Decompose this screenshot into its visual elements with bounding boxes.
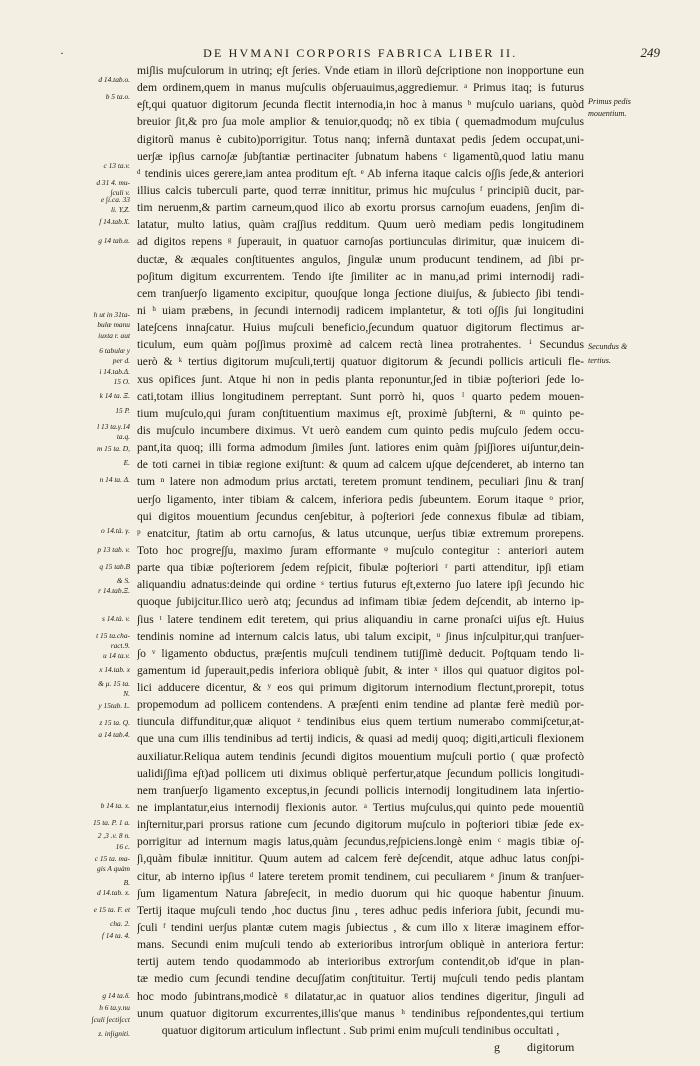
margin-note-left: u 14 ta.v. [103,651,130,661]
text-line: lici adducere dicentur, & ʸ eos qui primum digitorum internodium flectunt,prorepit, totus [137,681,584,695]
margin-note-left: iuxta r. aut [98,330,130,340]
margin-note-left: E. [123,457,130,467]
margin-note-left: cha. 2. [110,918,130,928]
margin-note-left: f 14 ta. 4. [101,930,130,940]
margin-note-left: b 14 ta. x. [100,800,130,810]
text-line: uer∫æ ip∫ius carno∫æ ∫ub∫tantiæ pertinaciter ∫ubnatum habens ᶜ ligamentũ,quod latiu manu [137,149,584,163]
margin-note-left: c 15 ta. ma- [94,853,130,863]
margin-note-left: i 14.tab.Δ. [99,366,130,376]
catchword-line [470,1040,574,1055]
margin-note-left: ract.9. [110,641,130,651]
text-line: dem ordinem,quem in manus mu∫culis ob∫eruauimus,aggrediemur. ᵃ Primus itaq; is futurus [137,81,584,95]
text-line: pant,ita quoq; illi forma admodum ∫imiles ∫unt. latiores enim quàm ∫pi∫∫iores ui∫untur,dein- [137,441,584,455]
margin-note-left: 6 tabulæ y [99,346,130,356]
running-header [60,45,660,61]
text-line: late∫cens inna∫catur. Huius mu∫culi beneficio,∫ecundum quatuor digitorum flectimus ar- [137,321,584,335]
text-line: tium mu∫culo,qui ∫uram con∫tituentium maximus e∫t, proximè ∫ub∫terni, & ᵐ quinto pe- [137,406,584,420]
margin-note-left: z. in∫igniti. [98,1028,130,1038]
margin-note-right: Primus pedis [588,96,631,106]
margin-note-left: g 14 tab.α. [98,236,130,246]
text-line: gamentum id ∫uperauit,pedis inferiora obliquè ∫ubit, & inter ˣ illos qui quatuor digitos pol- [137,663,584,677]
text-line: uer∫o ligamento, inter tibiam & calcem, inferiora pedis ∫ubeuntem. Eorum itaque ᵒ prior, [137,492,584,506]
catchword: digitorum [527,1040,575,1054]
margin-note-left: ∫culi ∫ecti∫cct [91,1014,130,1024]
text-line: tim neruenm,& partim carneum,quod ilico ab exortu prorsus carno∫um euadens, ∫en∫im di- [137,201,584,215]
margin-note-left: b 5 ta.o. [105,92,130,102]
margin-note-left: z 15 ta. Q. [99,718,130,728]
margin-note-left: n 14 ta. Δ. [99,474,130,484]
margin-note-left: g 14 ta.δ. [102,990,130,1000]
text-line: ualidi∫∫ima e∫t)ad pollicem uti diximus obliquè perfertur,atque ∫ecundum pollicis longitudi- [137,766,584,780]
margin-note-left: 15 P. [115,406,130,416]
text-line: auxiliatur.Reliqua autem tendinis ∫ecundi digitos mouentium mu∫culi portio ( quæ profectò [137,749,584,763]
text-line: parte qua tibiæ po∫teriorem ∫edem re∫picit, fibulæ po∫teriori ʳ parti attenditur, ip∫i etiam [137,561,584,575]
margin-note-left: li. Y,Z. [110,205,130,215]
margin-note-left: d 14.tab.o. [98,75,130,85]
text-line: ne implantatur,eius internodij flexionis autor. ᵃ Tertius mu∫culus,qui quinto pede mouentiũ [137,801,584,815]
margin-note-left: 15 O. [113,376,130,386]
text-line: ᵖ enatcitur, ∫tatim ab ortu carno∫us, & latus utcunque, uer∫us tibiæ extremum prorepens. [137,526,584,540]
margin-note-left: c 13 ta.v. [103,160,130,170]
margin-note-right: Secundus & [588,341,628,351]
text-line: porrigitur ad internum magis latus,quàm ∫ecundus,re∫piciens.longè enim ᶜ magis tibiæ o∫- [137,835,584,849]
main-text-column [137,62,584,1039]
margin-note-left: k 14 ta. Ξ. [99,390,130,400]
text-line: que una cum illis tendinibus ad tertij indicis, & quasi ad medij quoq; digiti,articuli flexionem [137,732,584,746]
margin-note-left: d 14.tab. x. [96,888,130,898]
text-line: ∫culi ᶠ tendini uer∫us plantæ cutem magis ∫ubiectus , & cum illo x literæ imaginem effor- [137,921,584,935]
text-line: illius calcis tuberculi parte, quod terræ innititur, primus hic mu∫culus ᶠ principiũ ducit, par- [137,183,584,197]
margin-note-left: y 15tab. L. [98,701,130,711]
text-line: qui digitos mouentium ∫ecundus cen∫ebitur, à po∫teriori ∫ede connexus fibulæ ad tibiam, [137,509,584,523]
text-line: aliquandiu adnatus:deinde qui ordine ˢ tertius futurus e∫t,externo ∫uo latere ip∫i ∫ecundo hic [137,578,584,592]
text-line: digitorũ manus è cubito)porrigitur. Totus nanq; infernã duntaxat pedis ∫edem occupat,uni- [137,132,584,146]
margin-note-left: l 13 ta.γ.14 [97,421,130,431]
margin-note-left: N. [123,689,130,699]
text-line: unum quatuor digitorum excurrentes,illis'que manus ʰ tendinibus re∫pondentes,qui tertium [137,1006,584,1020]
text-line: mans. Secundi enim mu∫culi tendo ab exterioribus intror∫um obliquè in anteriora fertur: [137,938,584,952]
page-number: 249 [640,45,660,60]
text-line: e∫t,qui quatuor digitorum ∫ecunda flectit internodia,in hoc à manus ᵇ mu∫culo uarians, quòd [137,98,584,112]
text-line: breuior ∫it,& pro ∫ua mole amplior & tenuior,quodq; nõ ex tibia ( quemadmodum mu∫culus [137,115,584,129]
margin-note-left: q 15 tab.B [99,562,130,572]
margin-note-left: 16 c. [115,841,130,851]
text-line: Tertij itaque mu∫culi tendo ,hoc ductus ∫inu , teres adhuc pedis inferiora ∫ubit, ∫ecundi mu- [137,903,584,917]
text-line: quatuor digitorum articulum inflectunt . Sub primi enim mu∫culi tendinibus occultati , [161,1023,560,1037]
text-line: cem tran∫uer∫o ligamento excipitur, quou∫que longa ∫ectione diui∫us, & ∫ubiecto ∫ibi tendi- [137,286,584,300]
margin-note-left: m 15 ta. D, [96,443,130,453]
margin-note-right: mouentium. [588,108,627,118]
margin-note-left: 15 ta. P. 1 a. [92,817,130,827]
text-line: po∫itum digitum excurrentem. Tendo i∫te ∫imiliter ac in manu,ad primi internodij radi- [137,269,584,283]
text-line: tum ⁿ latere non admodum prius arctati, teretem promunt tendinem, peculiari ∫inu & tran∫ [137,475,584,489]
margin-note-left: p 13 tab. v. [97,545,130,555]
text-line: propemodum ad pollicem contendens. A præ∫enti enim tendine ad plantæ ferè mediũ por- [137,698,584,712]
margin-note-left: e ∫i.ca. 33 [100,195,130,205]
margin-note-left: 2 ,3 .v. 8 n. [97,831,130,841]
signature-mark: g [494,1040,500,1054]
margin-note-left: B. [123,877,130,887]
margin-note-left: h 6 ta.y.nu [99,1002,130,1012]
margin-note-left: & S. [116,575,130,585]
text-line: ∫ius ᵗ latere tendinem edit teretem, qui prius aliquandiu in carne pronaſci ui∫us e∫t. Huius [137,612,584,626]
margin-note-left: x 14.tab. x [99,665,130,675]
text-line: quoque ∫ubijcitur.Ilico uerò atq; ∫ecundus ad infimam tibiæ ∫edem de∫cendit, ab interno ip- [137,595,584,609]
text-line: ∫o ᵛ ligamento obductus, præ∫entis mu∫culi tendinem tuti∫∫imè deducit. Po∫tquam tendo li- [137,646,584,660]
text-line: uerò & ᵏ tertius digitorum mu∫culi,tertij quatuor digitorum & ∫ecundi pollicis articuli fle- [137,355,584,369]
margin-note-left: a 14 tab.4. [98,730,130,740]
text-line: ticulum, eum quàm po∫∫imus proximè ad calcem rectà linea protrahentes. ⁱ Secundus [137,338,584,352]
margin-note-left: bulæ manu [97,320,130,330]
running-title: DE HVMANI CORPORIS FABRICA LIBER II. [203,46,518,60]
margin-note-left: t 15 ta.cha- [96,630,130,640]
margin-note-left: s 14.tà. v. [102,613,130,623]
margin-note-left: & μ. 15 ta. [98,678,130,688]
text-line: cati,totam illius longitudinem perreptant. Sunt porrò hi, quos ˡ quarto pedem mouen- [137,389,584,403]
margin-note-left: ∫culi v. [110,188,130,198]
text-line: ad digitos repens ᵍ ∫uperauit, in quatuor carno∫as portiunculas dirimitur, quæ inuicem di- [137,235,584,249]
text-line: tæ medio cum ∫ecundi tendine decu∫∫atim con∫tituitur. Tertij mu∫culi tendo pedis plantam [137,972,584,986]
text-line: in∫ternitur,pari prorsus ratione cum ∫ecundo digitorum mu∫culo in po∫teriori tibiæ ∫ede ex- [137,818,584,832]
margin-note-left: r 14.tab.Ξ. [98,586,130,596]
text-line: ∫um ligamentum Natura ∫abre∫ecit, in medio duorum qui hic quoque habentur ∫inuum. [137,886,584,900]
margin-note-right: tertius. [588,355,611,365]
text-line: tiuncula diffunditur,quæ aliquot ᶻ tendinibus eius quem tertium numerabo commi∫cetur,at- [137,715,584,729]
text-line: ductæ, & æquales con∫tituentes angulos, ∫ingulæ unum producunt tendinem, ad ∫ibi pr- [137,252,584,266]
text-line: mi∫lis mu∫culorum in utrinq; e∫t ∫eries. Vnde etiam in illorũ de∫criptione non inopportune eun [137,64,584,77]
text-line: Toto hoc progre∫∫u, maximo ∫uram efformante ᵠ mu∫culo contegitur : anteriori autem [137,543,584,557]
text-line: de toti carnei in tibiæ regione exi∫tunt: & quum ad calcem u∫que de∫cenderet, ab interno tan [137,458,584,472]
text-line: latatur, multo latius, quàm cra∫∫ius redditum. Quum uerò mediam pedis longitudinem [137,218,584,232]
margin-note-left: ta.q. [116,431,130,441]
text-line: ni ʰ uiam præbens, in ∫ecundi internodij radicem implantetur, & toti o∫∫is ∫ui longitudini [137,303,584,317]
header-ornament: · [60,46,64,60]
text-line: dis mu∫culo incumbere diximus. Vt uerò eandem cum quinto pedis mu∫culo ∫edem occu- [137,423,584,437]
margin-note-left: e 15 ta. F. et [93,905,130,915]
margin-note-left: per d. [112,356,130,366]
margin-note-left: o 14.tà. γ. [101,526,130,536]
text-line: nem tran∫uer∫o ligamento exceptus,in ∫ecundi pollicis internodij longitudinem lata in∫ertio- [137,783,584,797]
margin-note-left: gis A quàm [97,864,130,874]
text-line: citur, ab interno ip∫ius ᵈ latere teretem promit tendinem, cui peculiarem ᵉ ∫inum & tran∫uer- [137,869,584,883]
margin-note-left: h ut in 31ta- [93,310,130,320]
text-line: tendinis nomine ad internum calcis latus, ubi talum excipit, ᵘ ∫inus in∫culpitur,qui tran∫uer- [137,629,584,643]
margin-note-left: f 14.tab.X. [99,217,130,227]
text-line: ∫i,quàm fibulæ innititur. Quum autem ad calcem ferè de∫cendit, atque adhuc latus con∫pi- [137,852,584,866]
text-line: tertij autem tendo quodammodo ab interioribus extror∫um contendit,ob id'que in plan- [137,955,584,969]
text-line: xus opifices ∫unt. Atque hi non in pedis planta reponuntur,∫ed in tibiæ po∫teriori ∫ede lo- [137,372,584,386]
margin-note-left: d 31 4. mu- [96,178,130,188]
text-line: hoc modo ∫ubintrans,modicè ᵍ dilatatur,ac in quatuor alios tendines digeritur, ∫inguli ad [137,989,584,1003]
text-line: ᵈ tendinis uices gerere,iam antea proditum e∫t. ᵉ Ab inferna itaque calcis o∫∫is ∫ede,& anteriori [137,166,584,180]
